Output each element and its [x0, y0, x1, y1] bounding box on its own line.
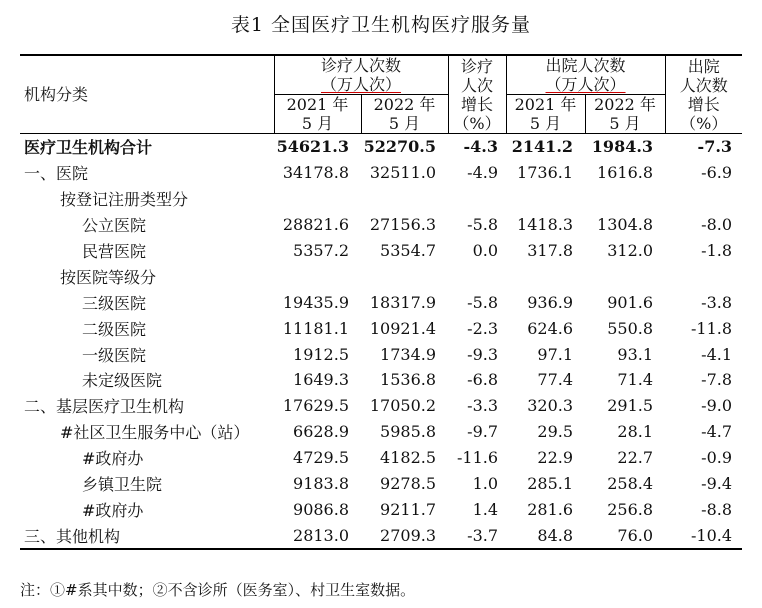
cell-d21: 29.5 [537, 422, 574, 442]
header-visits-title: 诊疗人次数 [321, 56, 402, 75]
cell-d21: 1418.3 [517, 215, 574, 235]
cell-d22: 28.1 [617, 422, 654, 442]
header-visits-2021: 2021 年 5 月 [274, 95, 361, 134]
cell-v22: 32511.0 [369, 163, 437, 183]
cell-v22: 9211.7 [380, 499, 437, 519]
header-visits-2022: 2022 年 5 月 [361, 95, 448, 134]
cell-dg: -7.3 [665, 134, 742, 160]
cell-v21: 54621.3 [274, 134, 361, 160]
table-row [20, 238, 742, 264]
cell-dg: -1.8 [701, 241, 733, 260]
table-row [20, 134, 742, 160]
cell-dg: -11.8 [691, 318, 733, 338]
table-body [20, 134, 742, 550]
header-category: 机构分类 [20, 55, 274, 134]
table-row [20, 212, 742, 238]
cell-d22: 1984.3 [585, 134, 665, 160]
cell-dg: -8.8 [701, 499, 733, 519]
medical-service-table [20, 54, 742, 550]
header-discharge-unit: （万人次） [545, 75, 626, 94]
cell-v21: 19435.9 [282, 292, 349, 312]
header-discharge-growth: 出院 人次数 增长 （%） [665, 55, 742, 134]
cell-vg: -2.3 [467, 318, 499, 338]
cell-v21: 1649.3 [293, 370, 349, 390]
cell-v21: 9086.8 [293, 499, 349, 519]
header-discharge-title: 出院人次数 [545, 56, 626, 75]
cell-d22: 22.7 [617, 448, 654, 468]
cell-v21: 34178.8 [282, 163, 349, 183]
cell-v22: 17050.2 [369, 396, 437, 416]
row-label: 二级医院 [82, 319, 147, 339]
row-label: 民营医院 [82, 242, 147, 261]
row-label: #政府办 [82, 449, 144, 469]
cell-d21: 22.9 [537, 448, 574, 468]
cell-v21: 28821.6 [282, 215, 349, 235]
cell-d22: 550.8 [607, 318, 654, 338]
cell-vg: -4.3 [448, 134, 506, 160]
table-row [20, 160, 742, 186]
table-row [20, 367, 742, 393]
cell-d22: 901.6 [607, 292, 654, 312]
table-row [20, 496, 742, 522]
cell-v22: 1734.9 [380, 344, 437, 364]
row-label: 按登记注册类型分 [60, 190, 189, 210]
cell-v22: 2709.3 [361, 522, 448, 549]
cell-v22: 27156.3 [369, 215, 437, 235]
cell-d22 [585, 186, 665, 212]
cell-d21 [506, 186, 585, 212]
cell-dg: -3.8 [701, 292, 733, 312]
cell-d22: 1304.8 [597, 215, 654, 235]
cell-dg: -9.4 [701, 474, 733, 494]
table-row [20, 186, 742, 212]
header-discharge-group [506, 55, 665, 95]
cell-v21: 11181.1 [282, 318, 349, 338]
cell-vg: 1.4 [472, 499, 499, 519]
table-row [20, 522, 742, 549]
cell-d21 [506, 263, 585, 289]
cell-dg: -4.7 [701, 422, 733, 442]
cell-vg: -9.7 [467, 422, 499, 442]
cell-d22: 1616.8 [597, 163, 654, 183]
table-row [20, 263, 742, 289]
cell-dg: -9.0 [701, 396, 733, 416]
table-row [20, 471, 742, 497]
cell-dg [665, 186, 742, 212]
row-label: 三级医院 [82, 293, 147, 313]
cell-v22: 52270.5 [361, 134, 448, 160]
cell-v21: 5357.2 [293, 241, 349, 260]
footnote: 注：①#系其中数；②不含诊所（医务室）、村卫生室数据。 [20, 581, 416, 599]
cell-d21: 936.9 [527, 292, 574, 312]
cell-d21: 624.6 [527, 318, 574, 338]
row-label: 二、基层医疗卫生机构 [24, 397, 185, 417]
cell-vg: -6.8 [467, 370, 499, 390]
cell-dg: -10.4 [665, 522, 742, 549]
cell-dg: -0.9 [701, 448, 733, 468]
table-row [20, 445, 742, 471]
cell-v22 [361, 263, 448, 289]
cell-dg: -4.1 [701, 344, 733, 364]
cell-v22: 5985.8 [380, 422, 437, 442]
cell-dg [665, 263, 742, 289]
row-label: 一级医院 [82, 345, 147, 365]
cell-d21: 97.1 [537, 344, 574, 364]
cell-vg: -3.3 [467, 396, 499, 416]
cell-vg: -5.8 [467, 292, 499, 312]
cell-vg [448, 263, 506, 289]
cell-d21: 2141.2 [506, 134, 585, 160]
header-visits-growth: 诊疗 人次 增长 （%） [448, 55, 506, 134]
cell-dg: -6.9 [701, 163, 733, 183]
cell-d22: 291.5 [607, 396, 654, 416]
cell-v21 [274, 186, 361, 212]
row-label: 按医院等级分 [60, 267, 157, 287]
cell-vg: 0.0 [472, 241, 499, 260]
header-visits-group [274, 55, 448, 95]
cell-d21: 285.1 [527, 474, 574, 494]
table-title: 表1 全国医疗卫生机构医疗服务量 [230, 14, 532, 36]
cell-d22: 256.8 [607, 499, 654, 519]
cell-d21: 84.8 [506, 522, 585, 549]
row-label: #政府办 [82, 500, 144, 520]
row-label: 乡镇卫生院 [82, 475, 163, 495]
cell-v22: 9278.5 [380, 474, 437, 494]
cell-vg: -11.6 [456, 448, 499, 468]
cell-vg: -9.3 [467, 344, 499, 364]
cell-d21: 77.4 [537, 370, 574, 390]
cell-v21 [274, 263, 361, 289]
cell-v21: 9183.8 [293, 474, 349, 494]
table-header [20, 55, 742, 134]
cell-vg: -3.7 [448, 522, 506, 549]
cell-vg: -5.8 [467, 215, 499, 235]
cell-v21: 1912.5 [293, 344, 349, 364]
cell-v22 [361, 186, 448, 212]
row-label: 公立医院 [82, 216, 147, 236]
row-label: 医疗卫生机构合计 [20, 134, 274, 160]
cell-vg [448, 186, 506, 212]
table-row [20, 315, 742, 341]
row-label: 未定级医院 [82, 371, 163, 391]
cell-d22: 71.4 [617, 370, 654, 390]
table-row [20, 341, 742, 367]
cell-v21: 17629.5 [282, 396, 349, 416]
header-visits-unit: （万人次） [321, 75, 402, 94]
cell-d22 [585, 263, 665, 289]
row-label: #社区卫生服务中心（站） [60, 423, 250, 443]
cell-dg: -7.8 [701, 370, 733, 390]
cell-d22: 258.4 [607, 474, 654, 494]
cell-d21: 320.3 [527, 396, 574, 416]
table-row [20, 419, 742, 445]
header-discharge-2022: 2022 年 5 月 [585, 95, 665, 134]
cell-v22: 18317.9 [369, 292, 437, 312]
cell-v21: 2813.0 [274, 522, 361, 549]
cell-vg: -4.9 [467, 163, 499, 183]
cell-v22: 1536.8 [380, 370, 437, 390]
row-label: 一、医院 [24, 164, 89, 184]
table-row [20, 289, 742, 315]
cell-d22: 76.0 [585, 522, 665, 549]
cell-d22: 312.0 [607, 241, 654, 260]
cell-vg: 1.0 [472, 474, 499, 494]
cell-v21: 6628.9 [293, 422, 349, 442]
cell-dg: -8.0 [701, 215, 733, 235]
table-row [20, 393, 742, 419]
row-label: 三、其他机构 [20, 522, 274, 549]
cell-v22: 5354.7 [380, 241, 437, 260]
header-discharge-2021: 2021 年 5 月 [506, 95, 585, 134]
cell-d21: 1736.1 [517, 163, 574, 183]
cell-v22: 4182.5 [380, 448, 437, 468]
cell-d21: 317.8 [527, 241, 574, 260]
cell-d21: 281.6 [527, 499, 574, 519]
cell-v22: 10921.4 [369, 318, 437, 338]
cell-d22: 93.1 [617, 344, 654, 364]
cell-v21: 4729.5 [293, 448, 349, 468]
